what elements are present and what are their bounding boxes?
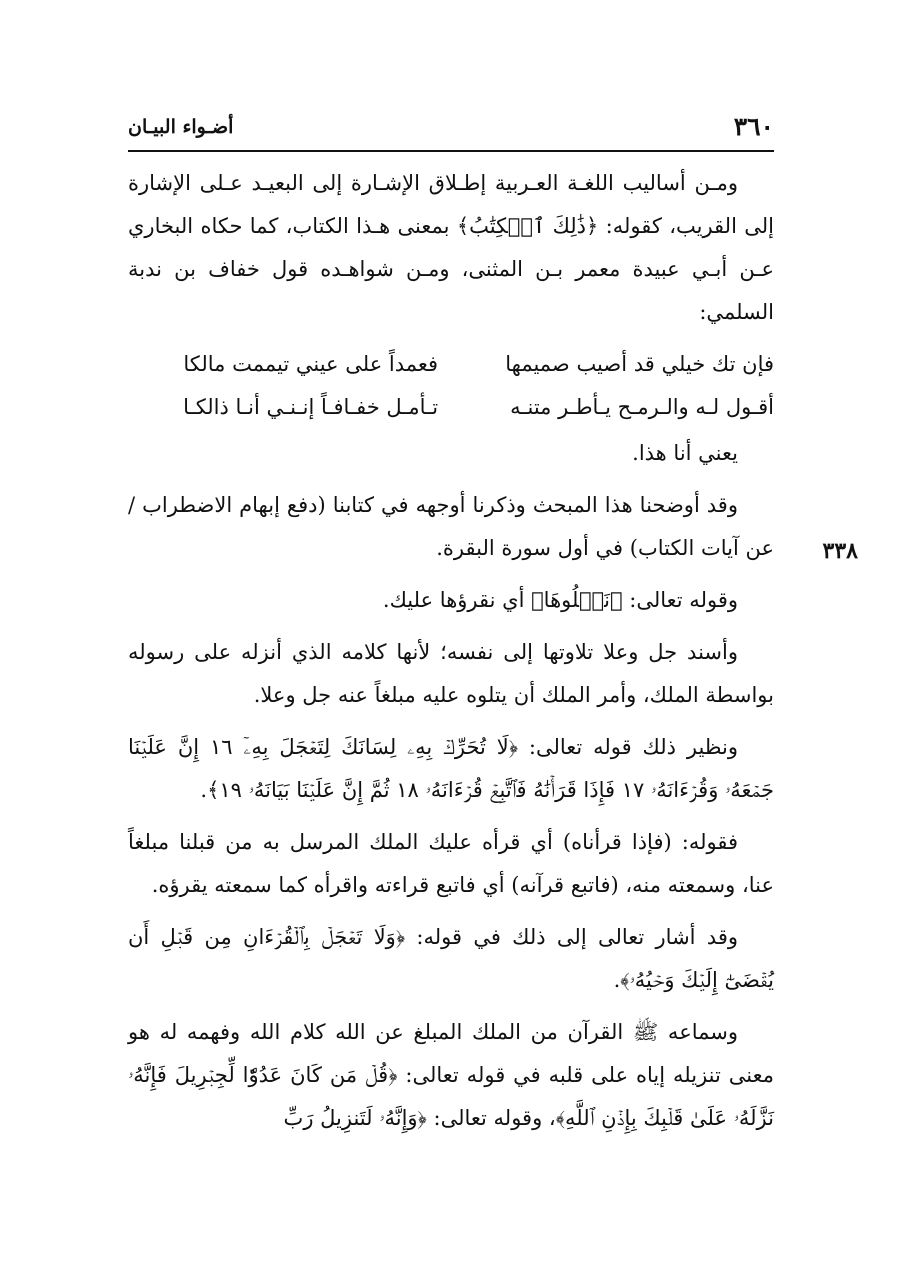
paragraph: يعني أنا هذا.	[632, 441, 738, 465]
poem-line	[128, 386, 774, 429]
poem-hemistich-first: فإن تك خيلي قد أصيب صميمها	[505, 352, 774, 376]
paragraph: وسماعه ﷺ القرآن من الملك المبلغ عن الله كلام الله وفهمه له هو معنى تنزيله إياه على قلبه في قوله تعالى: ﴿قُلۡ مَن كَانَ عَدُوّٗا لِّجِبۡرِيلَ فَإِنَّهُۥ نَزَّلَهُۥ عَلَىٰ قَلۡبِكَ بِإِذۡنِ ٱللَّهِ﴾، وقوله تعالى: ﴿وَإِنَّهُۥ لَتَنزِيلُ رَبِّ	[128, 1020, 774, 1130]
body-text	[128, 162, 774, 1149]
poem-hemistich-first: أقـول لـه والـرمـح يـأطـر متنـه	[510, 395, 774, 419]
paragraph: وقوله تعالى: ﴿نَتۡلُوهَا﴾ أي نقرؤها عليك.	[382, 588, 738, 612]
poem-hemistich-second: تـأمـل خفـافـاً إنـنـي أنـا ذالكـا	[183, 395, 439, 419]
margin-page-reference: ٣٣٨	[822, 538, 858, 564]
paragraph: وأسند جل وعلا تلاوتها إلى نفسه؛ لأنها كلامه الذي أنزله على رسوله بواسطة الملك، وأمر الملك أن يتلوه عليه مبلغاً عنه جل وعلا.	[128, 640, 774, 707]
poem-line	[128, 343, 774, 386]
paragraph: ونظير ذلك قوله تعالى: ﴿لَا تُحَرِّكۡ بِهِۦ لِسَانَكَ لِتَعۡجَلَ بِهِۦٓ ١٦ إِنَّ عَلَيۡنَا جَمۡعَهُۥ وَقُرۡءَانَهُۥ ١٧ فَإِذَا قَرَأۡنَٰهُ فَٱتَّبِعۡ قُرۡءَانَهُۥ ١٨ ثُمَّ إِنَّ عَلَيۡنَا بَيَانَهُۥ ١٩﴾.	[128, 735, 774, 802]
page-number: ٣٦٠	[733, 112, 774, 141]
page-header	[128, 110, 774, 148]
book-title: أضـواء البيـان	[128, 116, 234, 138]
paragraph: وقد أشار تعالى إلى ذلك في قوله: ﴿وَلَا تَعۡجَلۡ بِٱلۡقُرۡءَانِ مِن قَبۡلِ أَن يُقۡضَىٰٓ إِلَيۡكَ وَحۡيُهُۥ﴾.	[128, 925, 774, 992]
poem-hemistich-second: فعمداً على عيني تيممت مالكا	[183, 352, 439, 376]
paragraph: فقوله: (فإذا قرأناه) أي قرأه عليك الملك المرسل به من قبلنا مبلغاً عنا، وسمعته منه، (فاتبع قرآنه) أي فاتبع قراءته واقرأه كما سمعته يقرؤه.	[128, 830, 774, 897]
header-rule	[128, 150, 774, 152]
paragraph: ومـن أساليب اللغـة العـربية إطـلاق الإشـارة إلى البعيـد عـلى الإشارة إلى القريب، كقوله: ﴿ذَٰلِكَ ٱلۡكِتَٰبُ﴾ بمعنى هـذا الكتاب، كما حكاه البخاري عـن أبـي عبيدة معمر بـن المثنى، ومـن شواهـده قول خفاف بن ندبة السلمي:	[128, 171, 774, 324]
paragraph: وقد أوضحنا هذا المبحث وذكرنا أوجهه في كتابنا (دفع إبهام الاضطراب / عن آيات الكتاب) في أول سورة البقرة.	[128, 493, 774, 560]
